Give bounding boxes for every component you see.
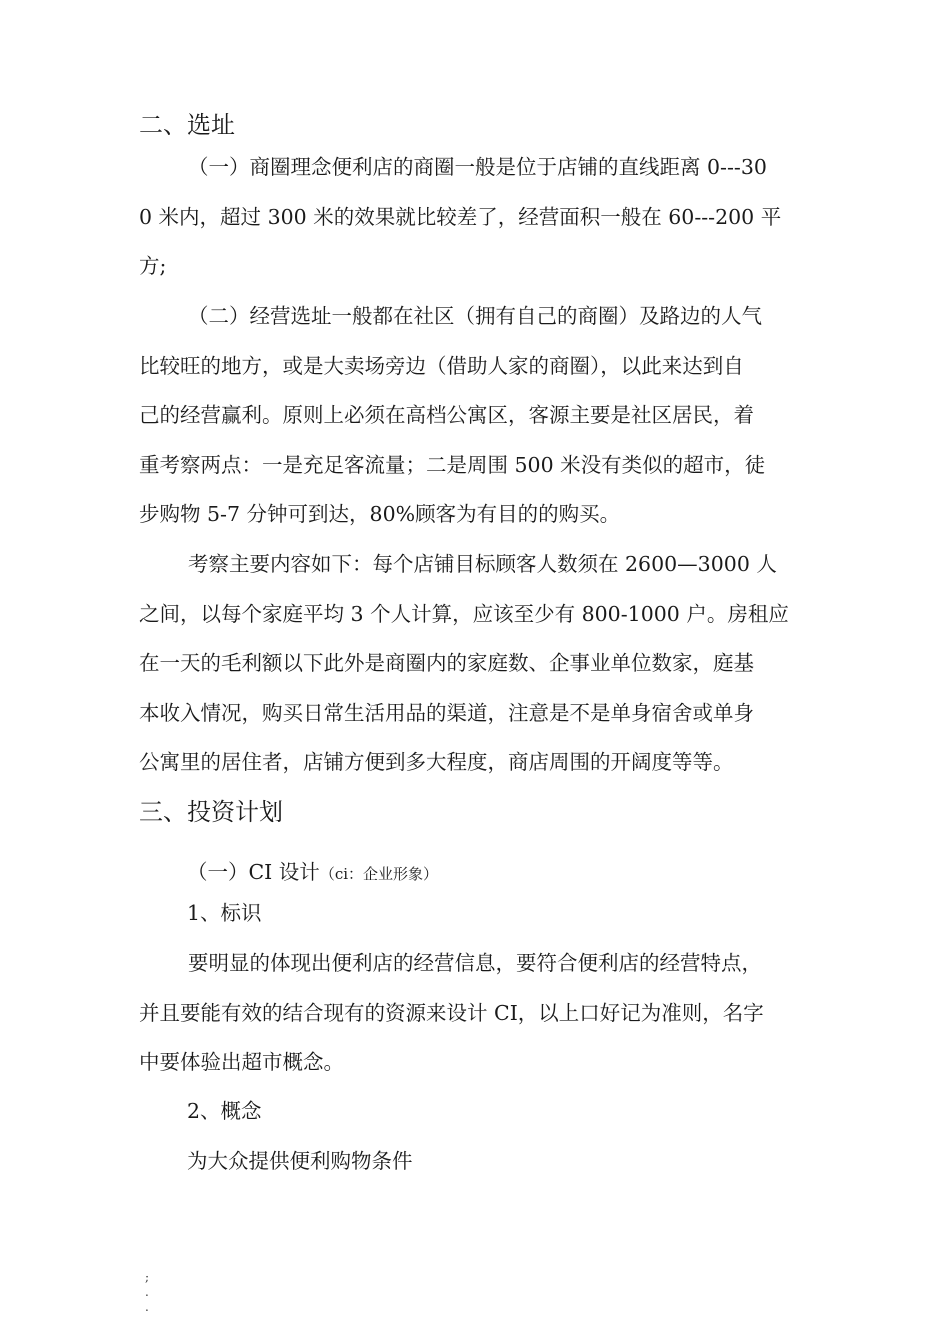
text-line: （一）商圈理念便利店的商圈一般是位于店铺的直线距离 0---30 xyxy=(188,155,767,179)
footer-mark: ; xyxy=(145,1270,150,1284)
text-line: 己的经营赢利。原则上必须在高档公寓区，客源主要是社区居民，着 xyxy=(139,403,754,427)
paragraph-location xyxy=(139,292,815,540)
text-line: 0 米内，超过 300 米的效果就比较差了，经营面积一般在 60---200 平 xyxy=(139,204,782,229)
item-logo-title: 1、标识 xyxy=(187,901,262,925)
section-heading-site-selection: 二、选址 xyxy=(139,111,235,139)
text-line: 公寓里的居住者，店铺方便到多大程度，商店周围的开阔度等等。 xyxy=(139,750,734,774)
text-line: 并且要能有效的结合现有的资源来设计 CI，以上口好记为准则，名字 xyxy=(139,1000,764,1025)
item-concept-text: 为大众提供便利购物条件 xyxy=(187,1149,413,1173)
text-line: 比较旺的地方，或是大卖场旁边（借助人家的商圈），以此来达到自 xyxy=(139,353,744,378)
text-line: 中要体验出超市概念。 xyxy=(139,1050,344,1074)
footer-mark: . xyxy=(145,1285,149,1299)
text-line: 之间，以每个家庭平均 3 个人计算，应该至少有 800-1000 户。房租应 xyxy=(139,601,789,626)
text-line: 考察主要内容如下：每个店铺目标顾客人数须在 2600—3000 人 xyxy=(188,552,777,576)
subheading-ci-design xyxy=(187,857,438,889)
paragraph-trade-area xyxy=(139,143,815,292)
text-line: 本收入情况，购买日常生活用品的渠道，注意是不是单身宿舍或单身 xyxy=(139,700,754,725)
ci-note: （ci：企业形象） xyxy=(319,865,439,883)
paragraph-survey-content xyxy=(139,540,815,788)
footer-marks xyxy=(145,1270,149,1315)
text-line: 步购物 5-7 分钟可到达，80%顾客为有目的的购买。 xyxy=(139,502,621,526)
paragraph-logo xyxy=(139,939,815,1088)
text-line: 方; xyxy=(139,254,167,278)
text-line: 要明显的体现出便利店的经营信息，要符合便利店的经营特点， xyxy=(188,951,762,975)
section-heading-investment-plan: 三、投资计划 xyxy=(139,798,283,826)
text-line: 重考察两点：一是充足客流量；二是周围 500 米没有类似的超市，徒 xyxy=(139,452,766,477)
item-concept-title: 2、概念 xyxy=(187,1099,262,1123)
footer-mark: . xyxy=(145,1300,149,1314)
text-line: 在一天的毛利额以下此外是商圈内的家庭数、企事业单位数家，庭基 xyxy=(139,651,754,675)
text-line: （二）经营选址一般都在社区（拥有自己的商圈）及路边的人气 xyxy=(188,304,762,328)
ci-title: （一）CI 设计 xyxy=(187,860,320,884)
